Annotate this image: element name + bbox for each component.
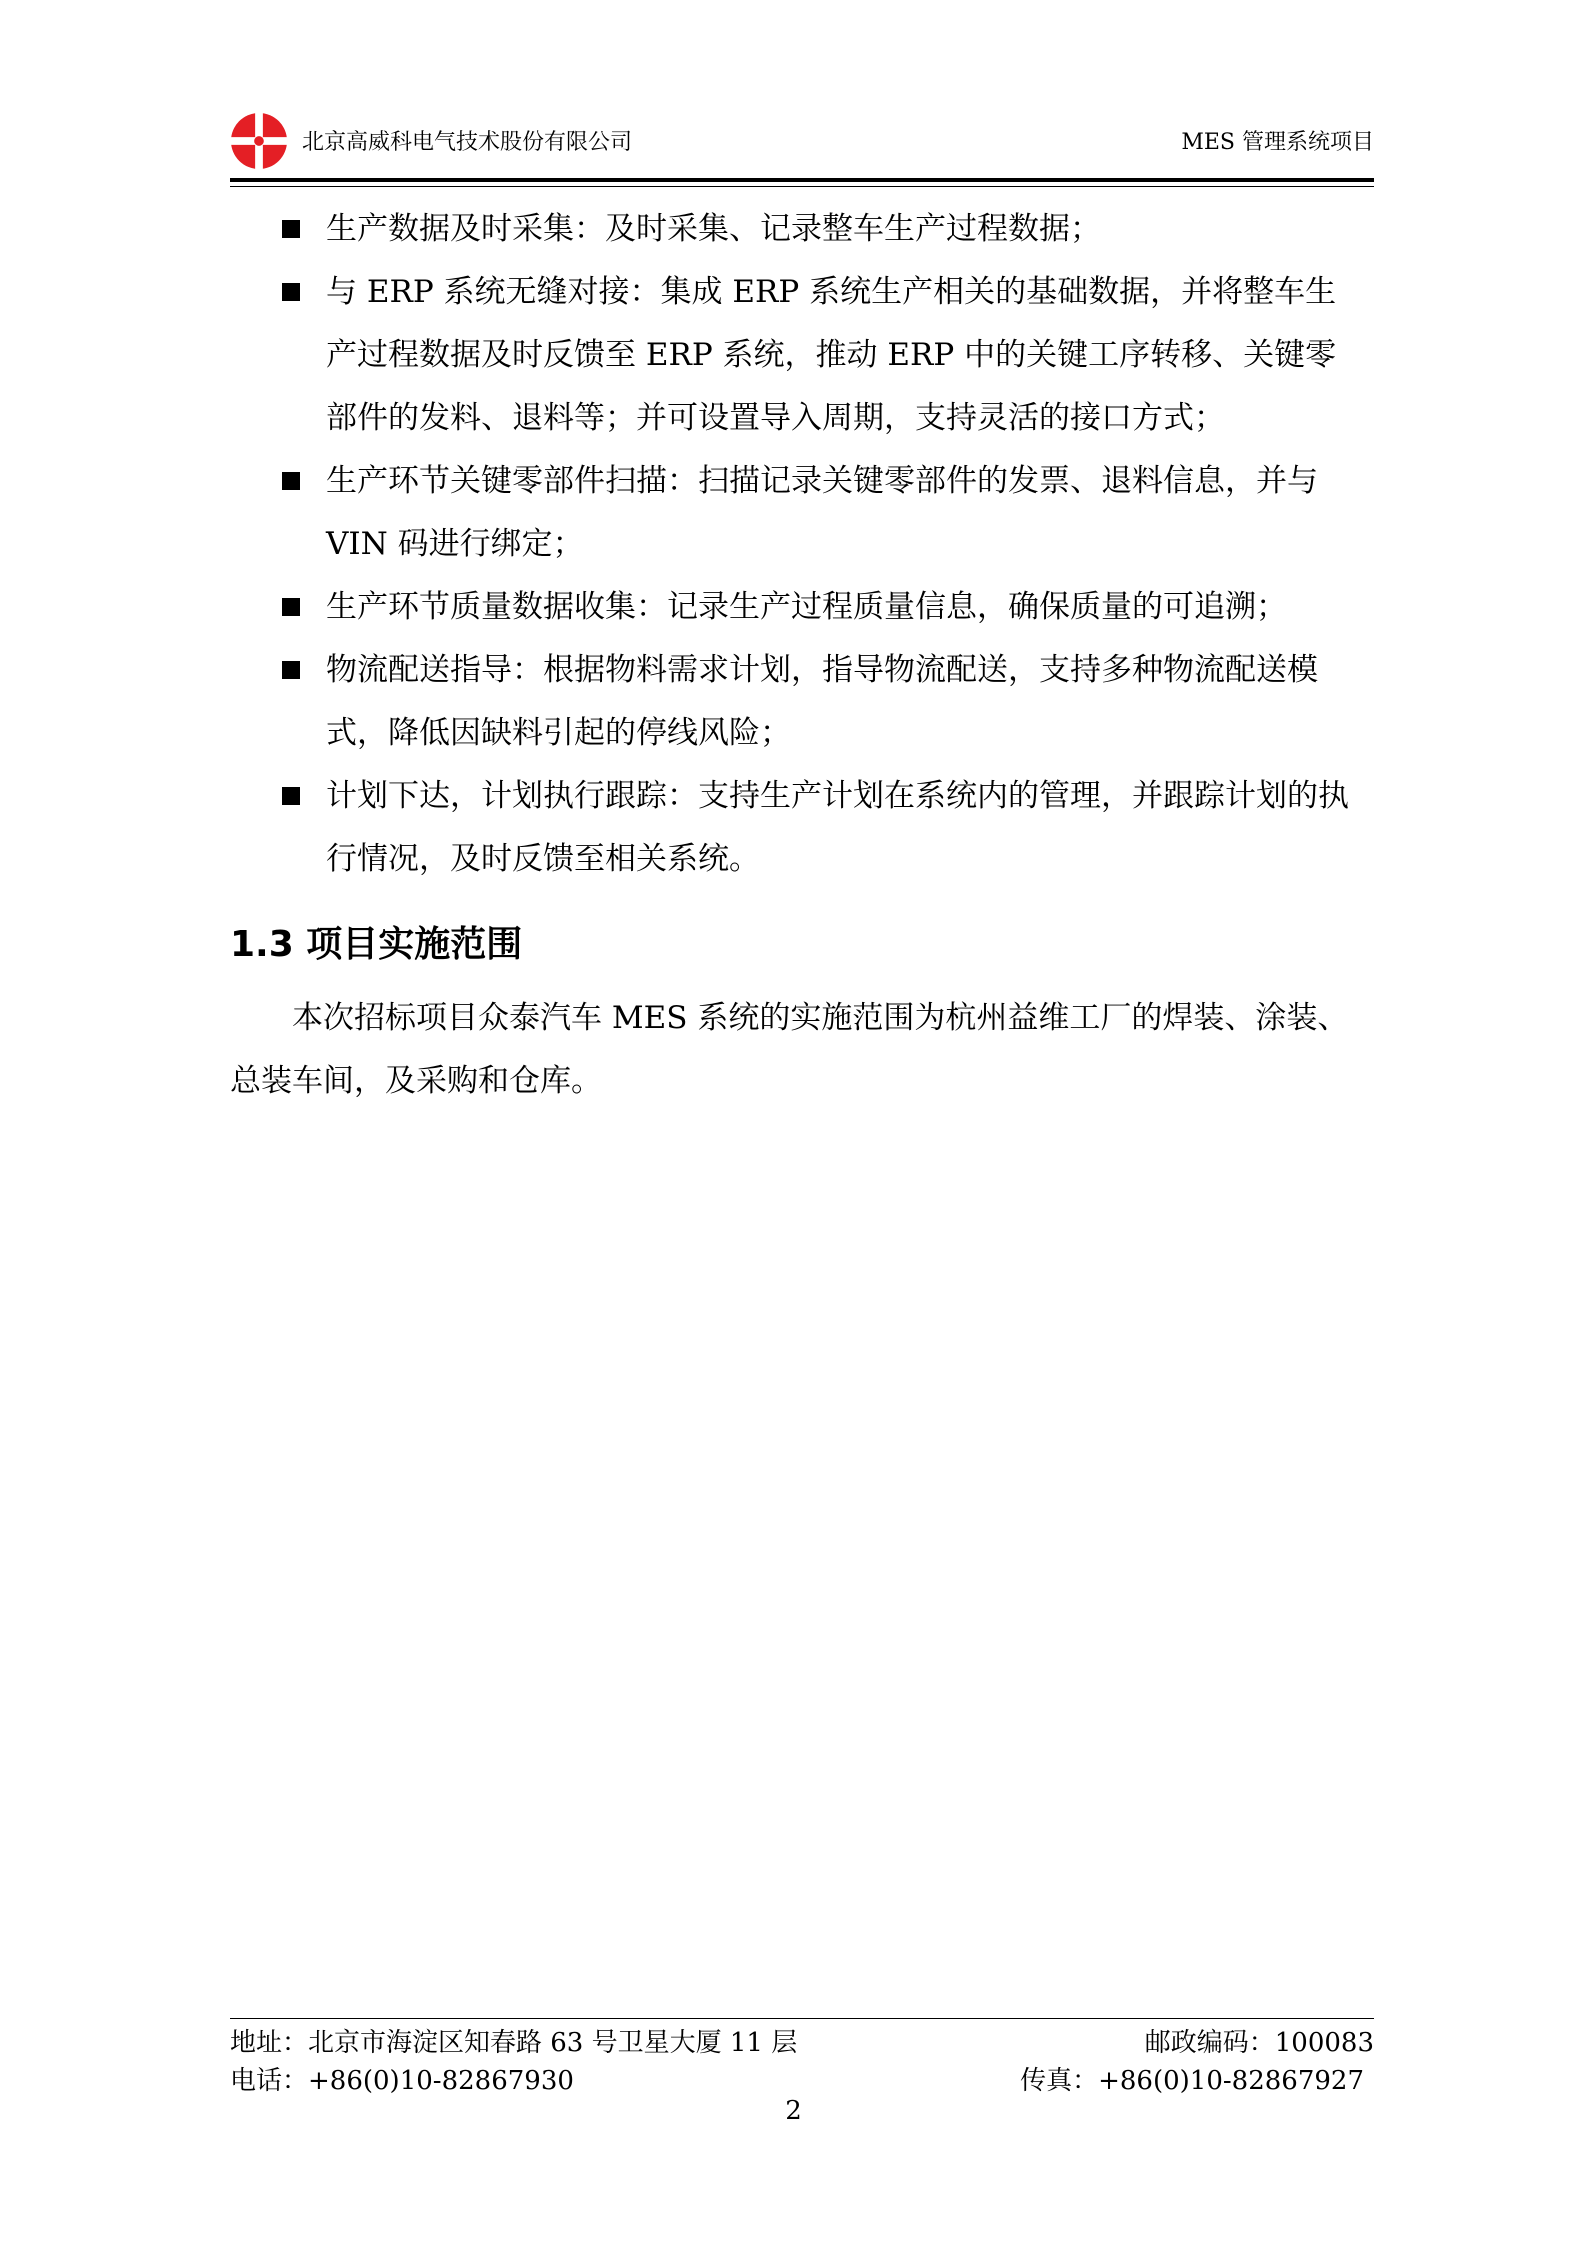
footer-fax: 传真：+86(0)10-82867927 — [1020, 2066, 1364, 2096]
company-logo-icon — [230, 112, 288, 170]
list-item — [230, 450, 1356, 576]
list-item — [230, 261, 1356, 450]
document-body — [230, 198, 1374, 1113]
feature-list — [230, 198, 1374, 891]
header-divider — [230, 178, 1374, 182]
list-item-text: 物流配送指导：根据物料需求计划，指导物流配送，支持多种物流配送模式，降低因缺料引起的停线风险； — [326, 652, 1318, 751]
page-header — [230, 112, 1374, 182]
header-divider-thin — [230, 186, 1374, 187]
list-item — [230, 576, 1356, 639]
footer-postcode: 邮政编码：100083 — [1144, 2028, 1374, 2058]
footer-phone: 电话：+86(0)10-82867930 — [230, 2066, 574, 2096]
square-bullet-icon — [282, 472, 300, 490]
section-paragraph: 本次招标项目众泰汽车 MES 系统的实施范围为杭州益维工厂的焊装、涂装、总装车间，及采购和仓库。 — [230, 1000, 1349, 1099]
square-bullet-icon — [282, 220, 300, 238]
list-item-text: 生产环节关键零部件扫描：扫描记录关键零部件的发票、退料信息，并与 VIN 码进行绑定； — [326, 463, 1318, 562]
section-heading: 1.3 项目实施范围 — [230, 924, 523, 965]
project-name: MES 管理系统项目 — [1181, 130, 1374, 155]
square-bullet-icon — [282, 283, 300, 301]
footer-address: 地址：北京市海淀区知春路 63 号卫星大厦 11 层 — [230, 2028, 798, 2058]
footer-divider — [230, 2018, 1374, 2019]
page-number: 2 — [785, 2096, 802, 2126]
list-item-text: 计划下达，计划执行跟踪：支持生产计划在系统内的管理，并跟踪计划的执行情况，及时反馈至相关系统。 — [326, 778, 1349, 877]
list-item-text: 生产环节质量数据收集：记录生产过程质量信息，确保质量的可追溯； — [326, 589, 1287, 625]
square-bullet-icon — [282, 598, 300, 616]
square-bullet-icon — [282, 661, 300, 679]
company-name: 北京高威科电气技术股份有限公司 — [302, 130, 633, 155]
square-bullet-icon — [282, 787, 300, 805]
list-item-text: 生产数据及时采集：及时采集、记录整车生产过程数据； — [326, 211, 1101, 247]
list-item — [230, 198, 1356, 261]
list-item — [230, 639, 1356, 765]
list-item-text: 与 ERP 系统无缝对接：集成 ERP 系统生产相关的基础数据，并将整车生产过程数据及时反馈至 ERP 系统，推动 ERP 中的关键工序转移、关键零部件的发料、退料等；并可设置导入周期，支持灵活的接口方式； — [326, 274, 1337, 436]
list-item — [230, 765, 1356, 891]
